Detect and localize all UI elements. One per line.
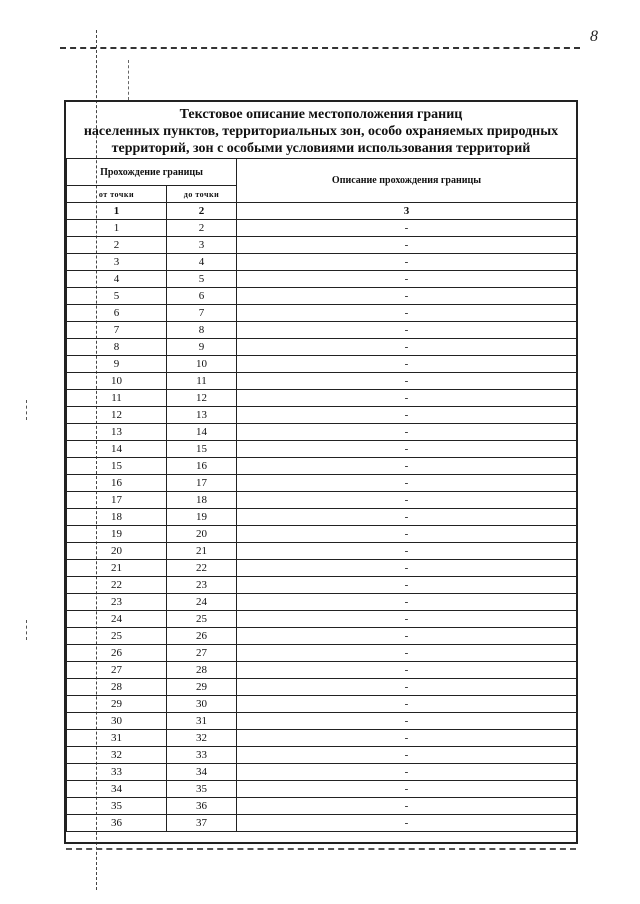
description-cell: -	[237, 662, 577, 679]
description-cell: -	[237, 305, 577, 322]
table-row	[67, 322, 577, 339]
to-point-cell: 20	[167, 526, 237, 543]
table-row	[67, 543, 577, 560]
from-point-cell: 12	[67, 407, 167, 424]
to-point-cell: 13	[167, 407, 237, 424]
table-row	[67, 781, 577, 798]
from-point-cell: 24	[67, 611, 167, 628]
description-cell: -	[237, 611, 577, 628]
description-cell: -	[237, 781, 577, 798]
to-point-cell: 10	[167, 356, 237, 373]
from-point-cell: 21	[67, 560, 167, 577]
from-point-cell: 14	[67, 441, 167, 458]
table-row	[67, 713, 577, 730]
from-point-cell: 25	[67, 628, 167, 645]
description-cell: -	[237, 645, 577, 662]
column-number: 1	[67, 203, 167, 220]
from-point-cell: 27	[67, 662, 167, 679]
header-boundary-description: Описание прохождения границы	[237, 159, 577, 203]
from-point-cell: 19	[67, 526, 167, 543]
from-point-cell: 32	[67, 747, 167, 764]
from-point-cell: 8	[67, 339, 167, 356]
from-point-cell: 28	[67, 679, 167, 696]
from-point-cell: 36	[67, 815, 167, 832]
to-point-cell: 2	[167, 220, 237, 237]
to-point-cell: 18	[167, 492, 237, 509]
to-point-cell: 33	[167, 747, 237, 764]
table-row	[67, 628, 577, 645]
table-row	[67, 645, 577, 662]
from-point-cell: 3	[67, 254, 167, 271]
from-point-cell: 1	[67, 220, 167, 237]
document-title	[64, 106, 578, 157]
from-point-cell: 11	[67, 390, 167, 407]
to-point-cell: 34	[167, 764, 237, 781]
from-point-cell: 22	[67, 577, 167, 594]
table-row	[67, 560, 577, 577]
description-cell: -	[237, 730, 577, 747]
to-point-cell: 16	[167, 458, 237, 475]
to-point-cell: 29	[167, 679, 237, 696]
description-cell: -	[237, 679, 577, 696]
column-number-row	[67, 203, 577, 220]
margin-mark	[26, 400, 27, 420]
description-cell: -	[237, 220, 577, 237]
description-cell: -	[237, 747, 577, 764]
to-point-cell: 22	[167, 560, 237, 577]
to-point-cell: 30	[167, 696, 237, 713]
from-point-cell: 29	[67, 696, 167, 713]
to-point-cell: 28	[167, 662, 237, 679]
description-cell: -	[237, 424, 577, 441]
to-point-cell: 19	[167, 509, 237, 526]
description-cell: -	[237, 407, 577, 424]
from-point-cell: 9	[67, 356, 167, 373]
from-point-cell: 23	[67, 594, 167, 611]
from-point-cell: 13	[67, 424, 167, 441]
boundary-table	[66, 158, 577, 832]
to-point-cell: 24	[167, 594, 237, 611]
table-row	[67, 254, 577, 271]
title-line-1: Текстовое описание местоположения границ	[179, 107, 463, 122]
description-cell: -	[237, 594, 577, 611]
from-point-cell: 30	[67, 713, 167, 730]
header-from-point: от точки	[67, 186, 167, 203]
table-row	[67, 373, 577, 390]
table-row	[67, 509, 577, 526]
from-point-cell: 7	[67, 322, 167, 339]
table-row	[67, 390, 577, 407]
description-cell: -	[237, 271, 577, 288]
table-row	[67, 458, 577, 475]
to-point-cell: 31	[167, 713, 237, 730]
description-cell: -	[237, 458, 577, 475]
table-row	[67, 237, 577, 254]
from-point-cell: 6	[67, 305, 167, 322]
table-row	[67, 407, 577, 424]
from-point-cell: 18	[67, 509, 167, 526]
table-row	[67, 356, 577, 373]
from-point-cell: 33	[67, 764, 167, 781]
to-point-cell: 17	[167, 475, 237, 492]
from-point-cell: 2	[67, 237, 167, 254]
header-boundary-passage: Прохождение границы	[67, 159, 237, 186]
table-row	[67, 679, 577, 696]
table-row	[67, 271, 577, 288]
description-cell: -	[237, 798, 577, 815]
page-number: 8	[590, 28, 598, 45]
description-cell: -	[237, 339, 577, 356]
to-point-cell: 3	[167, 237, 237, 254]
description-cell: -	[237, 373, 577, 390]
header-to-point: до точки	[167, 186, 237, 203]
description-cell: -	[237, 713, 577, 730]
description-cell: -	[237, 526, 577, 543]
to-point-cell: 26	[167, 628, 237, 645]
bottom-rule	[66, 848, 576, 850]
description-cell: -	[237, 356, 577, 373]
table-row	[67, 475, 577, 492]
description-cell: -	[237, 254, 577, 271]
to-point-cell: 12	[167, 390, 237, 407]
table-row	[67, 305, 577, 322]
from-point-cell: 20	[67, 543, 167, 560]
to-point-cell: 36	[167, 798, 237, 815]
description-cell: -	[237, 696, 577, 713]
to-point-cell: 15	[167, 441, 237, 458]
table-row	[67, 764, 577, 781]
from-point-cell: 26	[67, 645, 167, 662]
column-number: 2	[167, 203, 237, 220]
to-point-cell: 21	[167, 543, 237, 560]
to-point-cell: 9	[167, 339, 237, 356]
to-point-cell: 25	[167, 611, 237, 628]
left-guide-line-short	[128, 60, 129, 100]
table-row	[67, 220, 577, 237]
table-row	[67, 526, 577, 543]
table-row	[67, 662, 577, 679]
from-point-cell: 34	[67, 781, 167, 798]
description-cell: -	[237, 543, 577, 560]
top-rule	[60, 47, 580, 49]
title-line-3: территорий, зон с особыми условиями использования территорий	[111, 141, 531, 156]
title-line-2: населенных пунктов, территориальных зон, особо охраняемых природных	[83, 124, 559, 139]
to-point-cell: 7	[167, 305, 237, 322]
to-point-cell: 11	[167, 373, 237, 390]
from-point-cell: 15	[67, 458, 167, 475]
table-row	[67, 696, 577, 713]
table-row	[67, 492, 577, 509]
description-cell: -	[237, 628, 577, 645]
description-cell: -	[237, 390, 577, 407]
description-cell: -	[237, 560, 577, 577]
to-point-cell: 37	[167, 815, 237, 832]
table-row	[67, 798, 577, 815]
to-point-cell: 27	[167, 645, 237, 662]
description-cell: -	[237, 475, 577, 492]
description-cell: -	[237, 322, 577, 339]
table-row	[67, 577, 577, 594]
description-cell: -	[237, 577, 577, 594]
table-row	[67, 288, 577, 305]
to-point-cell: 14	[167, 424, 237, 441]
to-point-cell: 35	[167, 781, 237, 798]
from-point-cell: 16	[67, 475, 167, 492]
to-point-cell: 6	[167, 288, 237, 305]
table-row	[67, 747, 577, 764]
from-point-cell: 5	[67, 288, 167, 305]
to-point-cell: 32	[167, 730, 237, 747]
table-row	[67, 424, 577, 441]
table-row	[67, 730, 577, 747]
description-cell: -	[237, 237, 577, 254]
to-point-cell: 4	[167, 254, 237, 271]
from-point-cell: 17	[67, 492, 167, 509]
table-row	[67, 611, 577, 628]
description-cell: -	[237, 492, 577, 509]
column-number: 3	[237, 203, 577, 220]
table-row	[67, 441, 577, 458]
to-point-cell: 23	[167, 577, 237, 594]
from-point-cell: 35	[67, 798, 167, 815]
description-cell: -	[237, 441, 577, 458]
from-point-cell: 31	[67, 730, 167, 747]
description-cell: -	[237, 509, 577, 526]
to-point-cell: 5	[167, 271, 237, 288]
description-cell: -	[237, 764, 577, 781]
from-point-cell: 4	[67, 271, 167, 288]
to-point-cell: 8	[167, 322, 237, 339]
margin-mark	[26, 620, 27, 640]
description-cell: -	[237, 288, 577, 305]
description-cell: -	[237, 815, 577, 832]
table-row	[67, 594, 577, 611]
table-row	[67, 339, 577, 356]
table-row	[67, 815, 577, 832]
from-point-cell: 10	[67, 373, 167, 390]
